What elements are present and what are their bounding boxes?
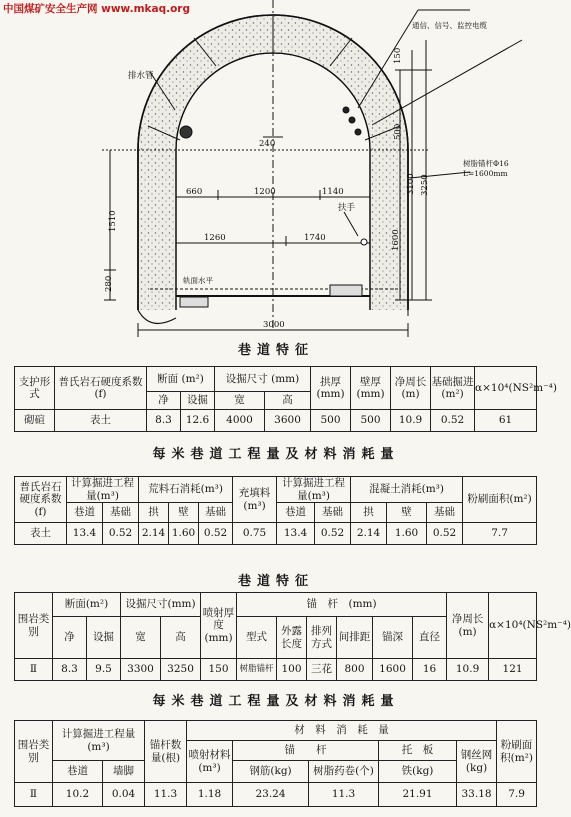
t2-cell: 表土 (15, 523, 67, 545)
dim-150: 150 (393, 47, 403, 64)
dim-1200: 1200 (254, 187, 276, 197)
dim-3250: 3250 (420, 174, 430, 196)
t2-cell: 2.14 (351, 523, 387, 545)
t2-h-base: 基础 (199, 503, 233, 523)
t3-h-anchor: 锚深 (373, 617, 413, 659)
t3-h-alpha: α×10⁴(NS²m⁻⁴) (489, 593, 537, 659)
t4-h-bolt: 锚 杆 (233, 741, 379, 761)
t1-cell: 500 (351, 410, 391, 432)
t2-cell: 0.52 (427, 523, 463, 545)
dim-1140: 1140 (322, 187, 344, 197)
t3-h-net: 净 (53, 617, 87, 659)
t2-cell: 0.75 (233, 523, 277, 545)
table-row (15, 410, 537, 432)
t1-h-support: 支护形式 (15, 367, 55, 410)
t2-h-base: 基础 (103, 503, 139, 523)
t2-h-plaster: 粉刷面积(m²) (463, 477, 537, 523)
t4-h-rebar: 钢筋(kg) (233, 761, 309, 783)
table1-title: 巷道特征 (237, 343, 314, 358)
t3-h-rock: 围岩类别 (15, 593, 53, 659)
t3-cell: 10.9 (447, 659, 489, 681)
label-cable: 通信、信号、监控电缆 (412, 21, 487, 30)
table3 (14, 592, 571, 681)
t2-h-wall: 壁 (169, 503, 199, 523)
t4-h-resin: 树脂药卷(个) (309, 761, 379, 783)
t3-cell: 150 (201, 659, 237, 681)
t2-cell: 0.52 (103, 523, 139, 545)
t1-h-perim: 净周长(m) (391, 367, 431, 410)
t2-cell: 2.14 (139, 523, 169, 545)
t1-cell: 12.6 (181, 410, 215, 432)
t3-cell: 3300 (121, 659, 161, 681)
dim-660: 660 (186, 187, 203, 197)
t1-cell: 0.52 (431, 410, 475, 432)
t4-h-plate: 托 板 (379, 741, 457, 761)
t3-cell: 100 (277, 659, 307, 681)
t1-cell: 8.3 (147, 410, 181, 432)
t2-h-concrete: 混凝土消耗(m³) (351, 477, 463, 503)
t3-h-type: 型式 (237, 617, 277, 659)
t3-h-bolt: 锚 杆 (mm) (237, 593, 447, 617)
t4-cell: 7.9 (497, 783, 537, 807)
tunnel-cross-section-drawing (0, 0, 552, 345)
t4-h-iron: 铁(kg) (379, 761, 457, 783)
label-bolt-line1: 树脂锚杆Φ16 (463, 159, 509, 168)
t2-h-fill: 充填料(m³) (233, 477, 277, 523)
t2-h-calc2: 计算掘进工程量(m³) (277, 477, 351, 503)
t4-cell: 23.24 (233, 783, 309, 807)
t2-h-arch: 拱 (139, 503, 169, 523)
table2-title: 每米巷道工程量及材料消耗量 (152, 447, 400, 462)
t4-cell: 21.91 (379, 783, 457, 807)
t3-cell: 1600 (373, 659, 413, 681)
t2-h-arch: 拱 (351, 503, 387, 523)
watermark: 中国煤矿安全生产网 www.mkaq.org (3, 3, 190, 15)
label-bolt-line2: L=1600mm (463, 169, 508, 178)
t1-h-design: 设掘尺寸 (mm) (215, 367, 311, 392)
t2-cell: 13.4 (67, 523, 103, 545)
t1-cell: 砌碹 (15, 410, 55, 432)
table-row (15, 783, 537, 807)
t4-h-footing: 墙脚 (103, 761, 145, 783)
t3-cell: 树脂锚杆 (237, 659, 277, 681)
t1-h-hardness: 普氏岩石硬度系数(f) (55, 367, 147, 410)
t1-h-base: 基础掘进(m²) (431, 367, 475, 410)
t1-cell: 61 (475, 410, 537, 432)
t4-h-calc: 计算掘进工程量(m³) (53, 721, 145, 761)
t3-h-arrange: 排列方式 (307, 617, 337, 659)
t4-cell: 11.3 (145, 783, 187, 807)
t3-h-width: 宽 (121, 617, 161, 659)
t3-cell: 9.5 (87, 659, 121, 681)
t1-cell: 4000 (215, 410, 265, 432)
dim-3100: 3100 (406, 173, 416, 195)
dim-1260: 1260 (204, 233, 226, 243)
t4-h-mesh: 钢丝网(kg) (457, 741, 497, 783)
t3-cell: 三花 (307, 659, 337, 681)
table1 (14, 366, 557, 432)
t4-h-spraymat: 喷射材料(m³) (187, 741, 233, 783)
label-drain-pipe: 排水管 (128, 71, 154, 81)
dim-280: 280 (104, 275, 114, 292)
t2-h-stone: 荒料石消耗(m³) (139, 477, 233, 503)
t1-h-alpha: α×10⁴(NS²m⁻⁴) (475, 367, 537, 410)
t3-h-perim: 净周长(m) (447, 593, 489, 659)
table-row (15, 659, 537, 681)
t1-h-arch: 拱厚(mm) (311, 367, 351, 410)
t3-cell: Ⅱ (15, 659, 53, 681)
t2-cell: 1.60 (169, 523, 199, 545)
t3-h-spray: 喷射厚度(mm) (201, 593, 237, 659)
dim-1510: 1510 (108, 210, 118, 232)
t2-cell: 1.60 (387, 523, 427, 545)
t2-h-base: 基础 (427, 503, 463, 523)
t2-h-tunnel: 巷道 (277, 503, 315, 523)
t2-cell: 13.4 (277, 523, 315, 545)
table3-title: 巷道特征 (237, 574, 314, 589)
t4-cell: 10.2 (53, 783, 103, 807)
t1-cell: 10.9 (391, 410, 431, 432)
t1-cell: 表土 (55, 410, 147, 432)
t2-h-base: 基础 (315, 503, 351, 523)
t1-cell: 3600 (265, 410, 311, 432)
t3-h-excav: 设掘 (87, 617, 121, 659)
t4-cell: 1.18 (187, 783, 233, 807)
t3-cell: 121 (489, 659, 537, 681)
t4-h-rock: 围岩类别 (15, 721, 53, 783)
t1-cell: 500 (311, 410, 351, 432)
t1-h-height: 高 (265, 392, 311, 410)
t4-cell: 11.3 (309, 783, 379, 807)
t3-cell: 3250 (161, 659, 201, 681)
label-handrail: 扶手 (338, 203, 356, 213)
t4-h-materials: 材 料 消 耗 量 (187, 721, 497, 741)
t2-h-wall: 壁 (387, 503, 427, 523)
t3-h-height: 高 (161, 617, 201, 659)
t3-h-section: 断面(m²) (53, 593, 121, 617)
t4-h-boltcount: 锚杆数量(根) (145, 721, 187, 783)
t3-cell: 16 (413, 659, 447, 681)
t4-h-tunnel: 巷道 (53, 761, 103, 783)
table2 (14, 476, 537, 545)
table4-title: 每米巷道工程量及材料消耗量 (152, 694, 400, 709)
table4 (14, 720, 537, 807)
dim-1600: 1600 (391, 229, 401, 251)
dim-500: 500 (393, 123, 403, 140)
dim-240: 240 (259, 139, 276, 149)
t2-h-hardness: 普氏岩石硬度系数(f) (15, 477, 67, 523)
t3-h-diam: 直径 (413, 617, 447, 659)
t1-h-excav: 设掘 (181, 392, 215, 410)
t4-cell: 0.04 (103, 783, 145, 807)
dim-1740: 1740 (304, 233, 326, 243)
t2-h-tunnel: 巷道 (67, 503, 103, 523)
table-row (15, 523, 537, 545)
t4-cell: 33.18 (457, 783, 497, 807)
t3-h-design: 设掘尺寸(mm) (121, 593, 201, 617)
t3-h-exposed: 外露长度 (277, 617, 307, 659)
t4-h-plaster: 粉刷面积(m²) (497, 721, 537, 783)
t2-cell: 0.52 (315, 523, 351, 545)
t1-h-section: 断面 (m²) (147, 367, 215, 392)
t4-cell: Ⅱ (15, 783, 53, 807)
t1-h-wall: 壁厚(mm) (351, 367, 391, 410)
t3-h-spacing: 间排距 (337, 617, 373, 659)
t2-h-calc: 计算掘进工程量(m³) (67, 477, 139, 503)
label-rail-level: 轨面水平 (183, 276, 213, 285)
t1-h-width: 宽 (215, 392, 265, 410)
t3-cell: 800 (337, 659, 373, 681)
t3-cell: 8.3 (53, 659, 87, 681)
t2-cell: 0.52 (199, 523, 233, 545)
t1-h-net: 净 (147, 392, 181, 410)
t2-cell: 7.7 (463, 523, 537, 545)
dim-3000: 3000 (263, 320, 285, 330)
